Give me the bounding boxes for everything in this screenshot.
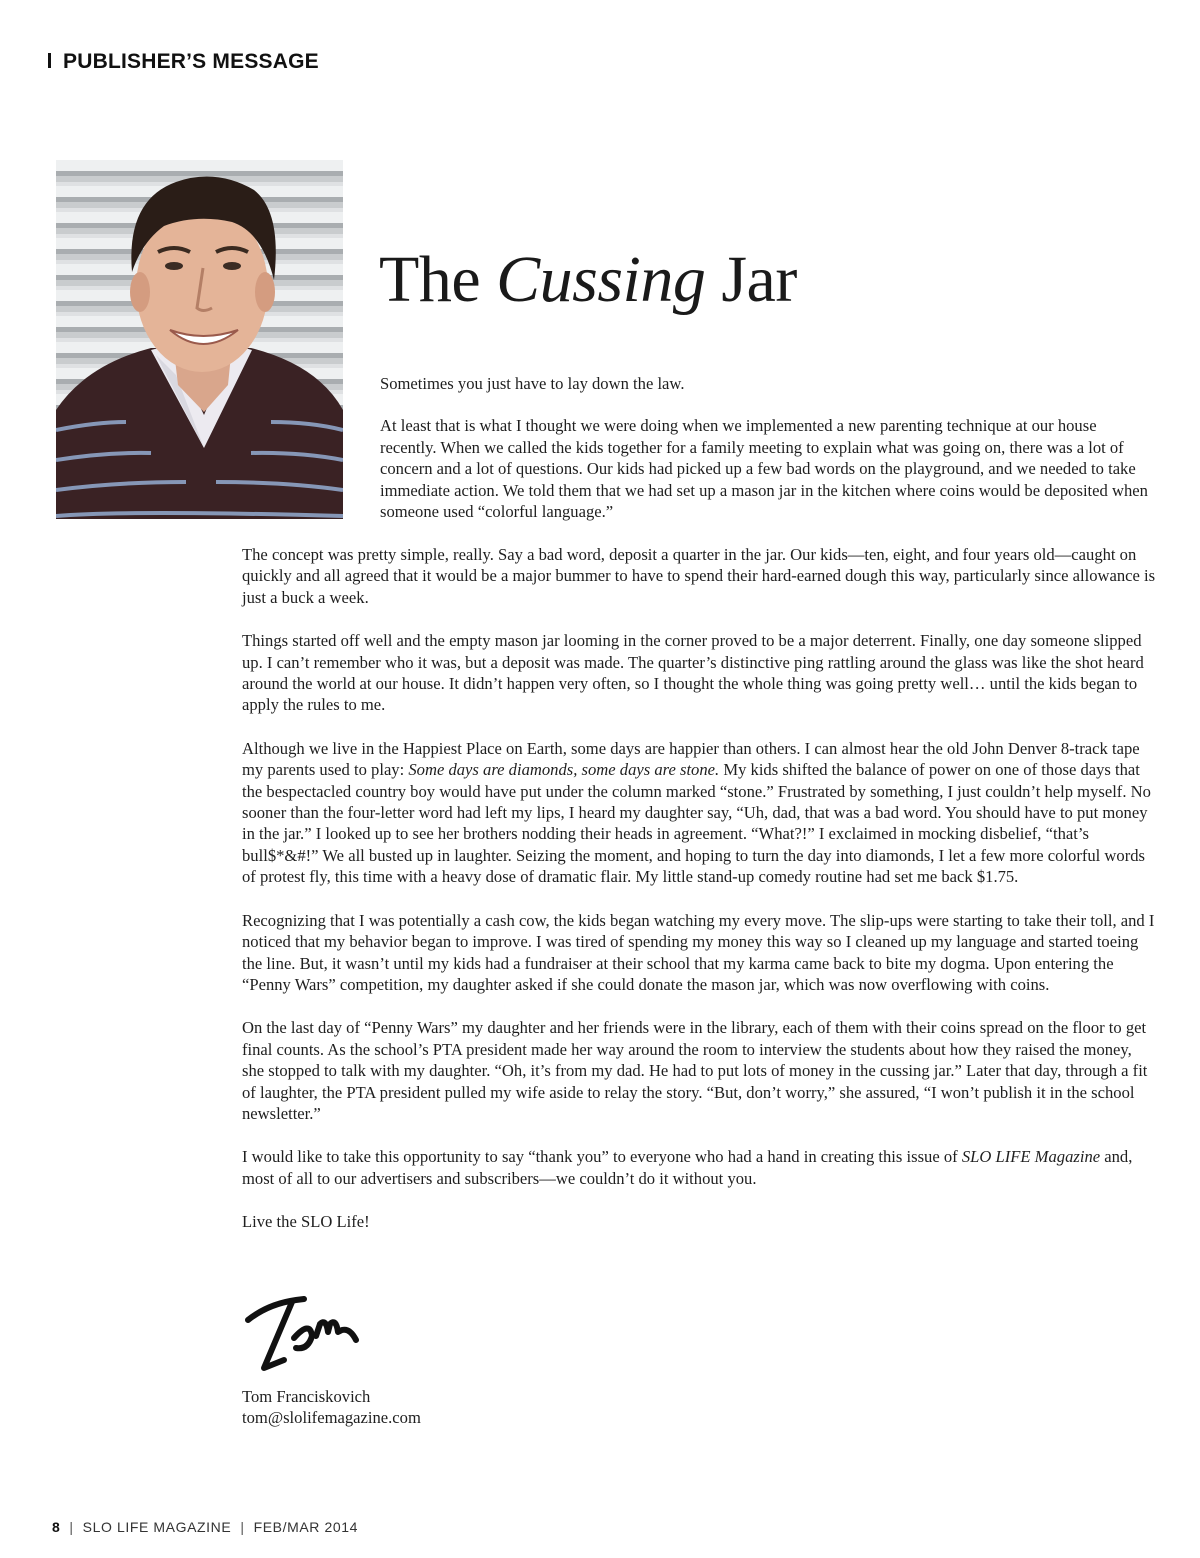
body-paragraph-6 xyxy=(242,1146,1157,1189)
intro-paragraph-1: Sometimes you just have to lay down the law. xyxy=(380,374,685,393)
signoff xyxy=(242,1386,421,1429)
body-paragraph-2: Things started off well and the empty mason jar looming in the corner proved to be a major deterrent. Finally, one day someone slipped up. I can’t remember who it was, but a deposit was made. The quarter’s distinctive ping rattling around the glass was like the shot heard around the world at our house. It didn’t happen very often, so I thought the whole thing was going pretty well… until the kids began to apply the rules to me. xyxy=(242,631,1144,715)
body-paragraph-7: Live the SLO Life! xyxy=(242,1212,370,1232)
handwritten-signature xyxy=(240,1290,370,1380)
intro-text xyxy=(380,373,1155,543)
body-paragraph-3-end: My kids shifted the balance of power on one of those days that the bespectacled country boy would have put under the column marked “stone.” Frustrated by something, I just couldn’t help myself. No sooner than the four-letter word had left my lips, I heard my daughter say, “Uh, dad, that was a bad word. You should have to put money in the jar.” I looked up to see her brothers nodding their heads in agreement. “What?!” I exclaimed in mocking disbelief, “that’s bull$*&#!” We all busted up in laughter. Seizing the moment, and hoping to turn the day into diamonds, I let a few more colorful words of protest fly, this time with a heavy dose of dramatic flair. My little stand-up comedy routine had set me back $1.75. xyxy=(242,760,1151,887)
body-paragraph-1: The concept was pretty simple, really. Say a bad word, deposit a quarter in the jar. Our kids—ten, eight, and four years old—caught on quickly and all agreed that it would be a major bummer to have to spend their hard-earned dough this way, particularly since allowance is just a buck a week. xyxy=(242,545,1156,607)
song-lyric: Some days are diamonds, some days are stone. xyxy=(408,760,720,780)
page-number: 8 xyxy=(52,1519,61,1535)
body-paragraph-6-start: I would like to take this opportunity to say “thank you” to everyone who had a hand in creating this issue of xyxy=(242,1147,962,1167)
body-paragraph-3 xyxy=(242,738,1157,888)
issue-date: FEB/MAR 2014 xyxy=(253,1519,359,1535)
author-email: tom@slolifemagazine.com xyxy=(242,1408,421,1428)
headline-italic: Cussing xyxy=(496,243,706,316)
body-text xyxy=(242,544,1157,1255)
section-label-text: PUBLISHER’S MESSAGE xyxy=(63,50,319,73)
body-paragraph-4: Recognizing that I was potentially a cash cow, the kids began watching my every move. The slip-ups were starting to take their toll, and I noticed that my behavior began to improve. I was tired of spending my money this way so I cleaned up my language and started toeing the line. But, it wasn’t until my kids had a fundraiser at their school that my karma came back to bite my dogma. Upon entering the “Penny Wars” competition, my daughter asked if she could donate the mason jar, which was now overflowing with coins. xyxy=(242,910,1155,994)
author-photo xyxy=(56,160,343,519)
section-label xyxy=(48,50,319,74)
author-name: Tom Franciskovich xyxy=(242,1387,371,1406)
headline xyxy=(379,242,797,318)
section-bar xyxy=(48,53,51,68)
page-footer xyxy=(52,1519,358,1535)
intro-paragraph-2: At least that is what I thought we were doing when we implemented a new parenting technique at our house recently. When we called the kids together for a family meeting to explain what was going on, there was a lot of concern and a lot of questions. Our kids had picked up a few bad words on the playground, and we needed to take immediate action. We told them that we had set up a mason jar in the kitchen where coins would be deposited when someone used “colorful language.” xyxy=(380,416,1148,522)
footer-separator: | xyxy=(240,1519,245,1535)
footer-separator: | xyxy=(69,1519,74,1535)
headline-part3: Jar xyxy=(705,243,797,316)
headline-part1: The xyxy=(379,243,497,316)
body-paragraph-6-end: and, most of all to our advertisers and subscribers—we couldn’t do it without you. xyxy=(242,1147,1133,1188)
publication-name: SLO LIFE MAGAZINE xyxy=(82,1519,232,1535)
body-paragraph-5: On the last day of “Penny Wars” my daughter and her friends were in the library, each of them with their coins spread on the floor to get final counts. As the school’s PTA president made her way around the room to interview the students about how they raised the money, she stopped to talk with my daughter. “Oh, it’s from my dad. He had to put lots of money in the cussing jar.” Later that day, through a fit of laughter, the PTA president pulled my wife aside to relay the story. “But, don’t worry,” she assured, “I won’t publish it in the school newsletter.” xyxy=(242,1018,1148,1123)
magazine-name: SLO LIFE Magazine xyxy=(961,1147,1101,1167)
body-paragraph-3-start: Although we live in the Happiest Place on Earth, some days are happier than others. I can almost hear the old John Denver 8-track tape my parents used to play: xyxy=(242,738,1140,780)
